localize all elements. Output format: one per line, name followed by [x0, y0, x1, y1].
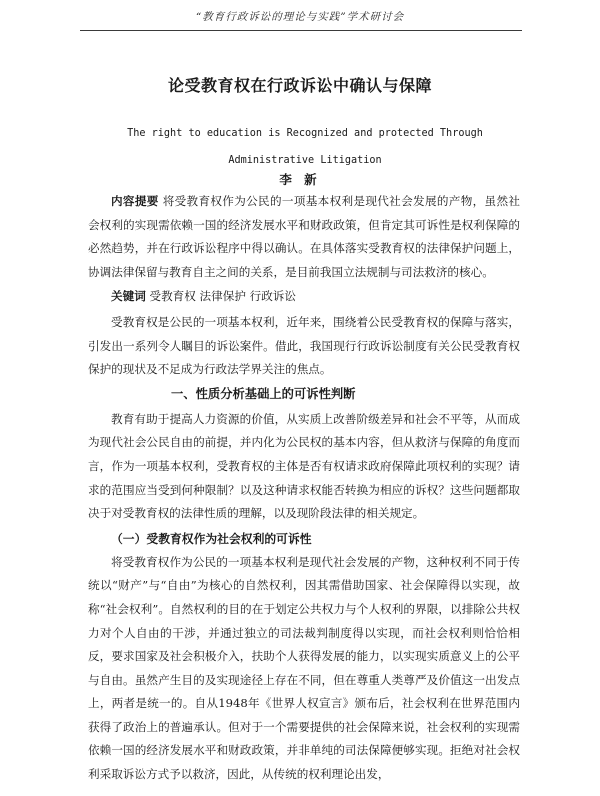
article-body	[88, 190, 520, 787]
intro-paragraph: 受教育权是公民的一项基本权利，近年来，围绕着公民受教育权的保障与落实，引发出一系列令人瞩目的诉讼案件。借此，我国现行行政诉讼制度有关公民受教育权保护的现状及不足成为行政法学界关注的焦点。	[88, 314, 520, 377]
subsection1-paragraph: 将受教育权作为公民的一项基本权利是现代社会发展的产物，这种权利不同于传统以“财产”与“自由”为核心的自然权利，因其需借助国家、社会保障得以实现，故称“社会权利”。自然权利的目的在于划定公共权力与个人权利的界限，以排除公共权力对个人自由的干涉，并通过独立的司法裁判制度得以实现，而社会权利则恰恰相反，要求国家及社会积极介入，扶助个人获得发展的能力，以实现实质意义上的公平与自由。虽然产生目的及实现途径上存在不同，但在尊重人类尊严及价值这一出发点上，两者是统一的。自从1948年《世界人权宣言》颁布后，社会权利在世界范围内获得了政治上的普遍承认。但对于一个需要提供的社会保障来说，社会权利的实现需依赖一国的经济发展水平和财政政策，并非单纯的司法保障便够实现。拒绝对社会权利采取诉讼方式予以救济，因此，从传统的权利理论出发，	[88, 554, 520, 782]
header-rule	[80, 30, 522, 31]
subsection-heading-1: （一）受教育权作为社会权利的可诉性	[111, 531, 312, 546]
keywords-label: 关键词	[111, 289, 146, 304]
abstract-label: 内容提要	[111, 194, 159, 208]
keywords-paragraph	[88, 285, 520, 309]
section-heading-1: 一、性质分析基础上的可诉性判断	[171, 385, 356, 401]
keywords-text: 受教育权 法律保护 行政诉讼	[145, 289, 296, 304]
chinese-title: 论受教育权在行政诉讼中确认与保障	[167, 76, 432, 95]
abstract-text: 将受教育权作为公民的一项基本权利是现代社会发展的产物，虽然社会权利的实现需依赖一国的经济发展水平和财政政策，但肯定其可诉性是权利保障的必然趋势，并在行政诉讼程序中得以确认。在具体落实受教育权的法律保护问题上，协调法律保留与教育自主之间的关系，是目前我国立法规制与司法救济的核心。	[88, 194, 520, 279]
section1-paragraph: 教育有助于提高人力资源的价值，从实质上改善阶级差异和社会不平等，从而成为现代社会公民自由的前提，并内化为公民权的基本内容，但从救济与保障的角度而言，作为一项基本权利，受教育权的主体是否有权请求政府保障此项权利的实现？请求的范围应当受到何种限制？以及这种请求权能否转换为相应的诉权？这些问题都取决于对受教育权的法律性质的理解，以及现阶段法律的相关规定。	[88, 411, 520, 521]
abstract-paragraph	[88, 190, 520, 284]
english-title: The right to education is Recognized and protected Through Administrative Litigation	[127, 128, 483, 166]
running-head: “教育行政诉讼的理论与实践”学术研讨会	[195, 11, 405, 23]
author-name: 李 新	[279, 172, 321, 187]
